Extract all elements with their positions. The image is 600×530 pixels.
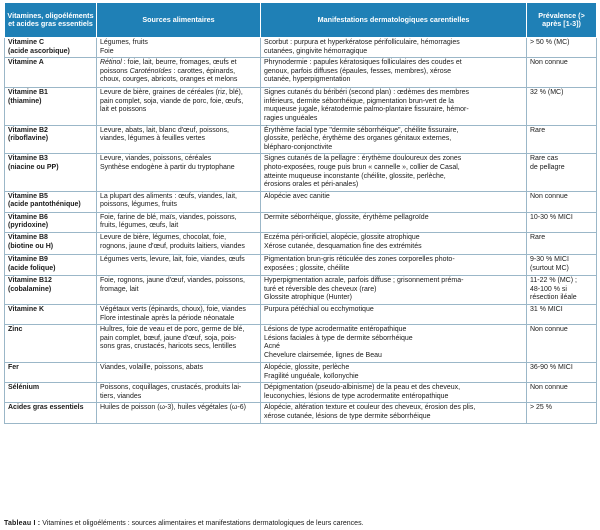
sources-line: fruits, légumes, œufs, lait bbox=[100, 222, 179, 230]
nutrient-line: Vitamine B6 bbox=[8, 213, 48, 221]
sources-line: pain complet, soja, viande de porc, foie, œufs, bbox=[100, 97, 244, 105]
nutrient-line: (biotine ou H) bbox=[8, 242, 54, 250]
sources-cell bbox=[97, 88, 261, 125]
prevalence-line: 9-30 % MICI bbox=[530, 255, 569, 263]
sources-line: Levure, viandes, poissons, céréales bbox=[100, 155, 212, 163]
sources-cell bbox=[97, 254, 261, 275]
prevalence-line: 36-90 % MICI bbox=[530, 364, 573, 372]
prevalence-line: Non connue bbox=[530, 326, 568, 334]
nutrient-cell bbox=[5, 403, 97, 423]
manifestations-line: inférieurs, dermite séborrhéique, pigmentation brun-vert de la bbox=[264, 97, 454, 105]
prevalence-cell bbox=[527, 383, 597, 403]
table-row bbox=[5, 254, 597, 275]
prevalence-line: > 25 % bbox=[530, 404, 552, 412]
prevalence-line: Rare bbox=[530, 126, 546, 134]
sources-cell bbox=[97, 275, 261, 304]
prevalence-line: Non connue bbox=[530, 384, 568, 392]
header-nutrient: Vitamines, oligoéléments et acides gras essentiels bbox=[5, 3, 97, 38]
sources-cell bbox=[97, 125, 261, 154]
sources-line: Synthèse endogène à partir du tryptophane bbox=[100, 163, 235, 171]
manifestations-line: cutanées, gingivite hémorragique bbox=[264, 47, 368, 55]
table-caption bbox=[4, 519, 364, 528]
sources-cell bbox=[97, 154, 261, 191]
prevalence-cell bbox=[527, 363, 597, 383]
prevalence-cell bbox=[527, 212, 597, 232]
manifestations-line: Scorbut : purpura et hyperkératose périfolliculaire, hémorragies bbox=[264, 39, 460, 46]
nutrient-cell bbox=[5, 191, 97, 212]
sources-line: pain complet, bœuf, jaune d'œuf, soja, pois- bbox=[100, 334, 237, 342]
manifestations-line: cutanée, hyperpigmentation bbox=[264, 76, 351, 84]
manifestations-line: Lésions de type acrodermatite entéropathique bbox=[264, 326, 407, 334]
table-row bbox=[5, 125, 597, 154]
manifestations-line: Érythème facial type "dermite séborrhéique", chéilite fissuraire, bbox=[264, 126, 459, 134]
table-row bbox=[5, 38, 597, 58]
sources-line: viandes, légumes à feuilles vertes bbox=[100, 135, 206, 143]
sources-line: Levure de bière, graines de céréales (riz, blé), bbox=[100, 89, 243, 97]
sources-line: Végétaux verts (épinards, choux), foie, viandes bbox=[100, 305, 246, 313]
manifestations-line: glossite, perlèche, érythème des organes génitaux externes, bbox=[264, 135, 452, 143]
sources-line: Poissons, coquillages, crustacés, produits lai- bbox=[100, 384, 242, 392]
prevalence-line: Non connue bbox=[530, 59, 568, 67]
sources-line: Viandes, volaille, poissons, abats bbox=[100, 364, 203, 372]
manifestations-line: Xérose cutanée, desquamation fine des extrémités bbox=[264, 242, 422, 250]
prevalence-line: > 50 % (MC) bbox=[530, 39, 570, 46]
nutrient-line: Vitamine B1 bbox=[8, 89, 48, 97]
sources-line: lait et poissons bbox=[100, 106, 147, 114]
sources-cell bbox=[97, 325, 261, 363]
prevalence-cell bbox=[527, 275, 597, 304]
sources-cell bbox=[97, 232, 261, 254]
sources-cell bbox=[97, 403, 261, 423]
nutrient-line: Vitamine A bbox=[8, 59, 44, 67]
sources-line: sons gras, crustacés, haricots secs, lentilles bbox=[100, 343, 237, 351]
sources-line bbox=[100, 59, 257, 68]
manifestations-line: Chevelure clairsemée, lignes de Beau bbox=[264, 351, 382, 359]
manifestations-line: érosions orales et péri-anales) bbox=[264, 181, 359, 189]
table-body bbox=[5, 38, 597, 424]
prevalence-cell bbox=[527, 232, 597, 254]
manifestations-cell bbox=[261, 58, 527, 88]
manifestations-cell bbox=[261, 154, 527, 191]
table-row bbox=[5, 191, 597, 212]
manifestations-line: Purpura pétéchial ou ecchymotique bbox=[264, 305, 374, 313]
manifestations-line: turé et réversible des cheveux (rare) bbox=[264, 285, 377, 293]
manifestations-line: photo-exposées, rouge puis brun « cannelle », collier de Casal, bbox=[264, 163, 460, 171]
nutrient-line: Vitamine B9 bbox=[8, 255, 48, 263]
sources-cell bbox=[97, 363, 261, 383]
prevalence-line: 10-30 % MICI bbox=[530, 213, 573, 221]
prevalence-cell bbox=[527, 191, 597, 212]
nutrient-cell bbox=[5, 232, 97, 254]
table-row bbox=[5, 403, 597, 423]
nutrient-line: (acide folique) bbox=[8, 264, 56, 272]
sources-line bbox=[100, 68, 257, 77]
nutrient-line: (pyridoxine) bbox=[8, 222, 49, 230]
sources-cell bbox=[97, 304, 261, 324]
manifestations-line: Signes cutanés du béribéri (second plan) : œdèmes des membres bbox=[264, 89, 470, 97]
nutrient-line: Zinc bbox=[8, 326, 23, 334]
manifestations-cell bbox=[261, 38, 527, 58]
nutrient-line: Acides gras essentiels bbox=[8, 404, 84, 412]
table-header-row bbox=[5, 3, 597, 38]
manifestations-cell bbox=[261, 275, 527, 304]
sources-line: Flore intestinale après la période néonatale bbox=[100, 314, 235, 322]
nutrient-deficiency-table bbox=[4, 2, 597, 424]
prevalence-line: de pellagre bbox=[530, 163, 565, 171]
manifestations-line: ragies unguéales bbox=[264, 114, 318, 122]
nutrient-cell bbox=[5, 325, 97, 363]
manifestations-cell bbox=[261, 212, 527, 232]
sources-line: Légumes verts, levure, lait, foie, viandes, œufs bbox=[100, 255, 245, 263]
nutrient-line: Vitamine B2 bbox=[8, 126, 48, 134]
prevalence-cell bbox=[527, 88, 597, 125]
header-sources: Sources alimentaires bbox=[97, 3, 261, 38]
nutrient-cell bbox=[5, 58, 97, 88]
nutrient-cell bbox=[5, 125, 97, 154]
prevalence-cell bbox=[527, 58, 597, 88]
prevalence-cell bbox=[527, 403, 597, 423]
manifestations-line: Dépigmentation (pseudo-albinisme) de la peau et des cheveux, bbox=[264, 384, 461, 392]
nutrient-cell bbox=[5, 275, 97, 304]
table-row bbox=[5, 363, 597, 383]
manifestations-cell bbox=[261, 363, 527, 383]
table-row bbox=[5, 88, 597, 125]
manifestations-cell bbox=[261, 88, 527, 125]
manifestations-line: leuconychies, lésions de type acrodermatite entéropathique bbox=[264, 392, 449, 400]
sources-line: Huiles de poisson (ω-3), huiles végétales (ω-6) bbox=[100, 404, 246, 412]
nutrient-line: (thiamine) bbox=[8, 97, 42, 105]
manifestations-line: genoux, parfois diffuses (épaules, fesses, membres), xérose bbox=[264, 67, 452, 75]
manifestations-cell bbox=[261, 325, 527, 363]
sources-line: rognons, jaune d'œuf, produits laitiers, viandes bbox=[100, 242, 245, 250]
nutrient-cell bbox=[5, 383, 97, 403]
sources-cell bbox=[97, 58, 261, 88]
sources-italic-term: Rétinol bbox=[100, 59, 122, 67]
manifestations-line: Dermite séborrhéique, glossite, érythème pellagroïde bbox=[264, 213, 429, 221]
nutrient-cell bbox=[5, 254, 97, 275]
manifestations-line: exposées ; glossite, chéilite bbox=[264, 264, 350, 272]
nutrient-line: (niacine ou PP) bbox=[8, 163, 59, 171]
sources-cell bbox=[97, 191, 261, 212]
sources-line: Foie, rognons, jaune d'œuf, viandes, poissons, bbox=[100, 276, 245, 284]
sources-line: Légumes, fruits bbox=[100, 39, 148, 46]
nutrient-line: Vitamine B3 bbox=[8, 155, 48, 163]
sources-line: poissons, légumes, fruits bbox=[100, 201, 178, 209]
table-row bbox=[5, 304, 597, 324]
manifestations-cell bbox=[261, 403, 527, 423]
caption-label: Tableau I : bbox=[4, 520, 41, 527]
nutrient-line: Sélénium bbox=[8, 384, 40, 392]
sources-line: choux, courges, abricots, oranges et melons bbox=[100, 76, 238, 84]
prevalence-cell bbox=[527, 325, 597, 363]
sources-line: La plupart des aliments : œufs, viandes, lait, bbox=[100, 192, 237, 200]
prevalence-cell bbox=[527, 38, 597, 58]
caption-text: Vitamines et oligoéléments : sources alimentaires et manifestations dermatologiques de leurs carences. bbox=[40, 520, 364, 527]
nutrient-line: Vitamine B8 bbox=[8, 233, 48, 241]
sources-cell bbox=[97, 38, 261, 58]
prevalence-cell bbox=[527, 254, 597, 275]
sources-line: fromage, lait bbox=[100, 285, 139, 293]
prevalence-cell bbox=[527, 154, 597, 191]
nutrient-cell bbox=[5, 38, 97, 58]
table-row bbox=[5, 275, 597, 304]
sources-line: Levure de bière, légumes, chocolat, foie, bbox=[100, 233, 227, 241]
nutrient-cell bbox=[5, 304, 97, 324]
table-row bbox=[5, 325, 597, 363]
sources-italic-term: Caroténoïdes bbox=[129, 67, 172, 75]
nutrient-line: Fer bbox=[8, 364, 19, 372]
manifestations-cell bbox=[261, 125, 527, 154]
nutrient-cell bbox=[5, 212, 97, 232]
prevalence-cell bbox=[527, 304, 597, 324]
manifestations-line: atteinte muqueuse inconstante (chéilite, glossite, perlèche, bbox=[264, 172, 446, 180]
manifestations-line: Alopécie, glossite, perlèche bbox=[264, 364, 350, 372]
nutrient-cell bbox=[5, 363, 97, 383]
table-row bbox=[5, 212, 597, 232]
nutrient-line: Vitamine B5 bbox=[8, 192, 48, 200]
table-row bbox=[5, 154, 597, 191]
prevalence-line: 48-100 % si bbox=[530, 285, 567, 293]
sources-cell bbox=[97, 212, 261, 232]
nutrient-line: Vitamine C bbox=[8, 39, 45, 46]
header-prevalence: Prévalence (> après [1-3]) bbox=[527, 3, 597, 38]
manifestations-line: Signes cutanés de la pellagre : érythème douloureux des zones bbox=[264, 155, 462, 163]
manifestations-line: blépharo-conjonctivite bbox=[264, 143, 333, 151]
nutrient-cell bbox=[5, 154, 97, 191]
manifestations-line: Alopécie avec canitie bbox=[264, 192, 330, 200]
sources-text: : foie, lait, beurre, fromages, œufs et bbox=[121, 59, 237, 67]
nutrient-cell bbox=[5, 88, 97, 125]
prevalence-line: 32 % (MC) bbox=[530, 89, 564, 97]
header-manifestations: Manifestations dermatologiques carentielles bbox=[261, 3, 527, 38]
manifestations-line: Glossite atrophique (Hunter) bbox=[264, 294, 352, 302]
sources-text: poissons bbox=[100, 67, 130, 75]
manifestations-line: Phrynodermie : papules kératosiques folliculaires des coudes et bbox=[264, 59, 462, 67]
manifestations-cell bbox=[261, 191, 527, 212]
manifestations-line: Eczéma péri-orificiel, alopécie, glossite atrophique bbox=[264, 233, 420, 241]
nutrient-line: (riboflavine) bbox=[8, 135, 49, 143]
table-row bbox=[5, 58, 597, 88]
table-row bbox=[5, 383, 597, 403]
manifestations-line: Lésions faciales à type de dermite séborrhéique bbox=[264, 334, 413, 342]
manifestations-line: xérose cutanée, lésions de type dermite séborrhéique bbox=[264, 413, 431, 421]
manifestations-line: Pigmentation brun-gris réticulée des zones corporelles photo- bbox=[264, 255, 455, 263]
sources-line: Foie, farine de blé, maïs, viandes, poissons, bbox=[100, 213, 237, 221]
sources-line: Huîtres, foie de veau et de porc, germe de blé, bbox=[100, 326, 245, 334]
sources-line: tiers, viandes bbox=[100, 392, 142, 400]
prevalence-line: (surtout MC) bbox=[530, 264, 569, 272]
prevalence-cell bbox=[527, 125, 597, 154]
manifestations-line: muqueuse jugale, kératodermie palmo-plantaire fissuraire, hémor- bbox=[264, 106, 469, 114]
sources-line: Levure, abats, lait, blanc d'œuf, poissons, bbox=[100, 126, 229, 134]
prevalence-line: Rare bbox=[530, 233, 546, 241]
sources-cell bbox=[97, 383, 261, 403]
manifestations-cell bbox=[261, 383, 527, 403]
manifestations-line: Alopécie, altération texture et couleur des cheveux, érosion des plis, bbox=[264, 404, 476, 412]
prevalence-line: Rare cas bbox=[530, 155, 559, 163]
sources-text: : carottes, épinards, bbox=[171, 67, 236, 75]
nutrient-line: Vitamine K bbox=[8, 305, 45, 313]
sources-line: Foie bbox=[100, 47, 114, 55]
manifestations-line: Acné bbox=[264, 343, 280, 351]
prevalence-line: 31 % MICI bbox=[530, 305, 563, 313]
nutrient-line: (acide pantothénique) bbox=[8, 201, 81, 209]
manifestations-cell bbox=[261, 304, 527, 324]
manifestations-line: Fragilité unguéale, koïlonychie bbox=[264, 372, 359, 380]
prevalence-line: 11-22 % (MC) ; bbox=[530, 276, 577, 284]
prevalence-line: Non connue bbox=[530, 192, 568, 200]
nutrient-line: (acide ascorbique) bbox=[8, 47, 70, 55]
nutrient-line: (cobalamine) bbox=[8, 285, 52, 293]
manifestations-cell bbox=[261, 232, 527, 254]
nutrient-line: Vitamine B12 bbox=[8, 276, 52, 284]
prevalence-line: résection iléale bbox=[530, 294, 577, 302]
table-row bbox=[5, 232, 597, 254]
manifestations-cell bbox=[261, 254, 527, 275]
manifestations-line: Hyperpigmentation acrale, parfois diffuse ; grisonnement préma- bbox=[264, 276, 464, 284]
